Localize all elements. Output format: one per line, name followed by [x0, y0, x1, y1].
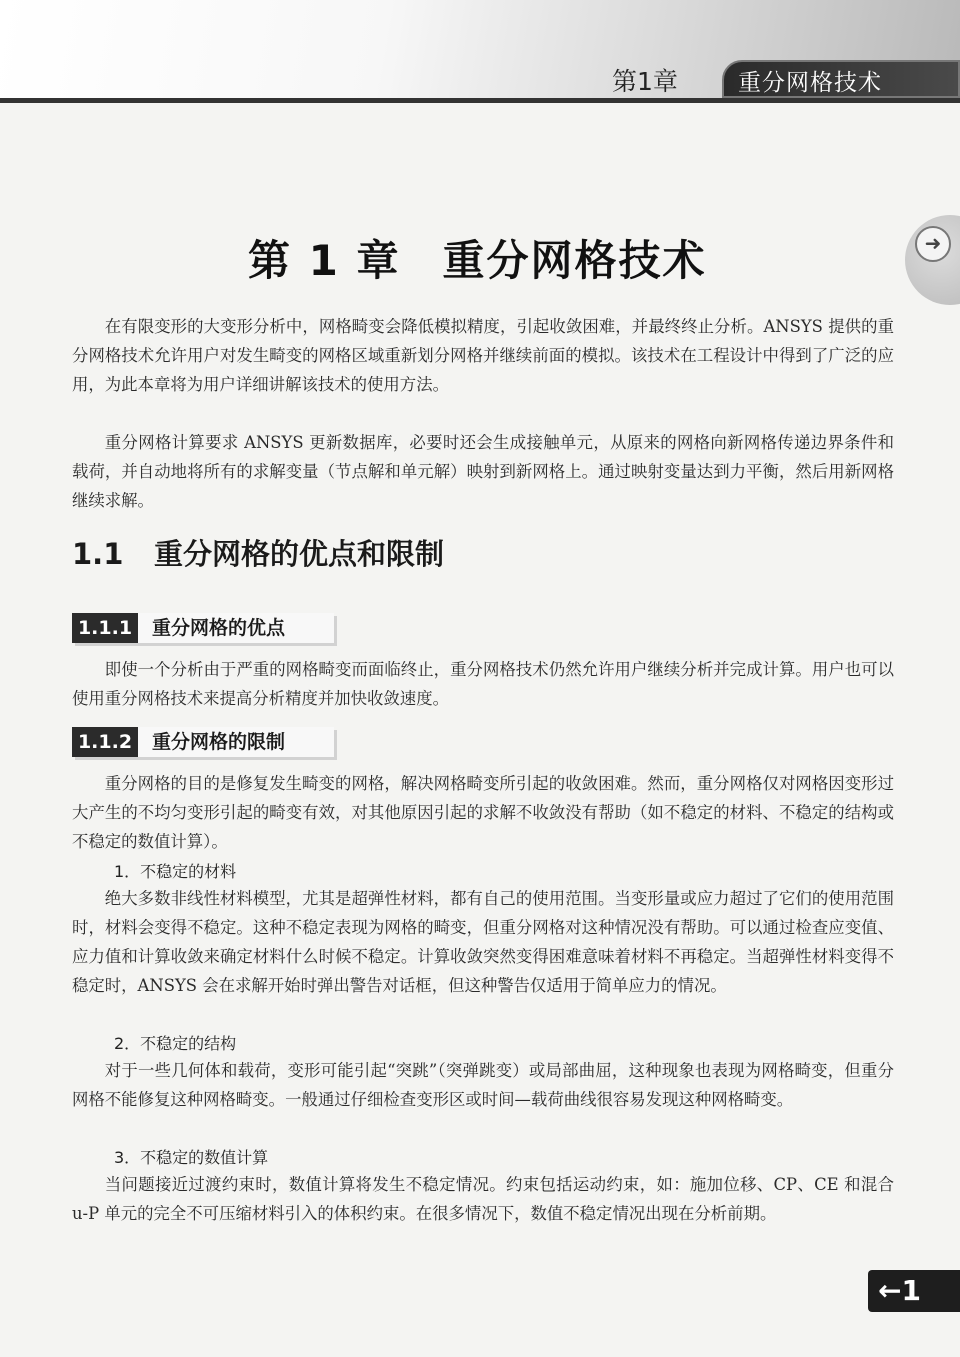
section-number: 1.1: [72, 537, 124, 571]
running-header-chapter: 第1章: [612, 67, 678, 96]
item-paragraph-2: 对于一些几何体和载荷，变形可能引起“突跳”（突弹跳变）或局部曲屈，这种现象也表现为网格畸变，但重分网格不能修复这种网格畸变。一般通过仔细检查变形区或时间—载荷曲线很容易发现这种网格畸变。: [72, 1061, 894, 1109]
chapter-title: 重分网格技术: [442, 236, 707, 285]
page-number: ←1: [868, 1270, 960, 1312]
header-rule: [0, 98, 960, 103]
item-paragraph-3: 当问题接近过渡约束时，数值计算将发生不稳定情况。约束包括运动约束，如：施加位移、CP、CE 和混合 u-P 单元的完全不可压缩材料引入的体积约束。在很多情况下，数值不稳定情况出现在分析前期。: [72, 1175, 894, 1223]
intro-paragraph-2: 重分网格计算要求 ANSYS 更新数据库，必要时还会生成接触单元，从原来的网格向新网格传递边界条件和载荷，并自动地将所有的求解变量（节点解和单元解）映射到新网格上。通过映射变量达到力平衡，然后用新网格继续求解。: [72, 433, 894, 510]
running-header-title: 重分网格技术: [738, 70, 882, 96]
item-heading-1: 1．不稳定的材料: [114, 862, 237, 881]
arrow-right-icon: ➜: [915, 226, 951, 262]
chapter-heading: [248, 228, 706, 288]
subsection-title: 重分网格的限制: [152, 731, 286, 753]
subsection-title: 重分网格的优点: [152, 617, 286, 639]
subsection-1-paragraph: 即使一个分析由于严重的网格畸变而面临终止，重分网格技术仍然允许用户继续分析并完成计算。用户也可以使用重分网格技术来提高分析精度并加快收敛速度。: [72, 660, 894, 708]
section-heading: [72, 532, 444, 573]
subsection-number: 1.1.1: [72, 613, 138, 643]
item-paragraph-1: 绝大多数非线性材料模型，尤其是超弹性材料，都有自己的使用范围。当变形量或应力超过了它们的使用范围时，材料会变得不稳定。这种不稳定表现为网格的畸变，但重分网格对这种情况没有帮助。可以通过检查应变值、应力值和计算收敛来确定材料什么时候不稳定。计算收敛突然变得困难意味着材料不再稳定。当超弹性材料变得不稳定时，ANSYS 会在求解开始时弹出警告对话框，但这种警告仅适用于简单应力的情况。: [72, 889, 894, 995]
subsection-number: 1.1.2: [72, 727, 138, 757]
intro-paragraph-1: 在有限变形的大变形分析中，网格畸变会降低模拟精度，引起收敛困难，并最终终止分析。ANSYS 提供的重分网格技术允许用户对发生畸变的网格区域重新划分网格并继续前面的模拟。该技术在工程设计中得到了广泛的应用，为此本章将为用户详细讲解该技术的使用方法。: [72, 317, 894, 394]
subsection-2-paragraph: 重分网格的目的是修复发生畸变的网格，解决网格畸变所引起的收敛困难。然而，重分网格仅对网格因变形过大产生的不均匀变形引起的畸变有效，对其他原因引起的求解不收敛没有帮助（如不稳定的材料、不稳定的结构或不稳定的数值计算）。: [72, 774, 894, 851]
item-heading-2: 2．不稳定的结构: [114, 1034, 237, 1053]
subsection-heading-1: [72, 613, 334, 643]
subsection-heading-2: [72, 727, 334, 757]
item-heading-3: 3．不稳定的数值计算: [114, 1148, 269, 1167]
section-title: 重分网格的优点和限制: [154, 537, 445, 571]
chapter-number: 第 1 章: [248, 236, 401, 285]
